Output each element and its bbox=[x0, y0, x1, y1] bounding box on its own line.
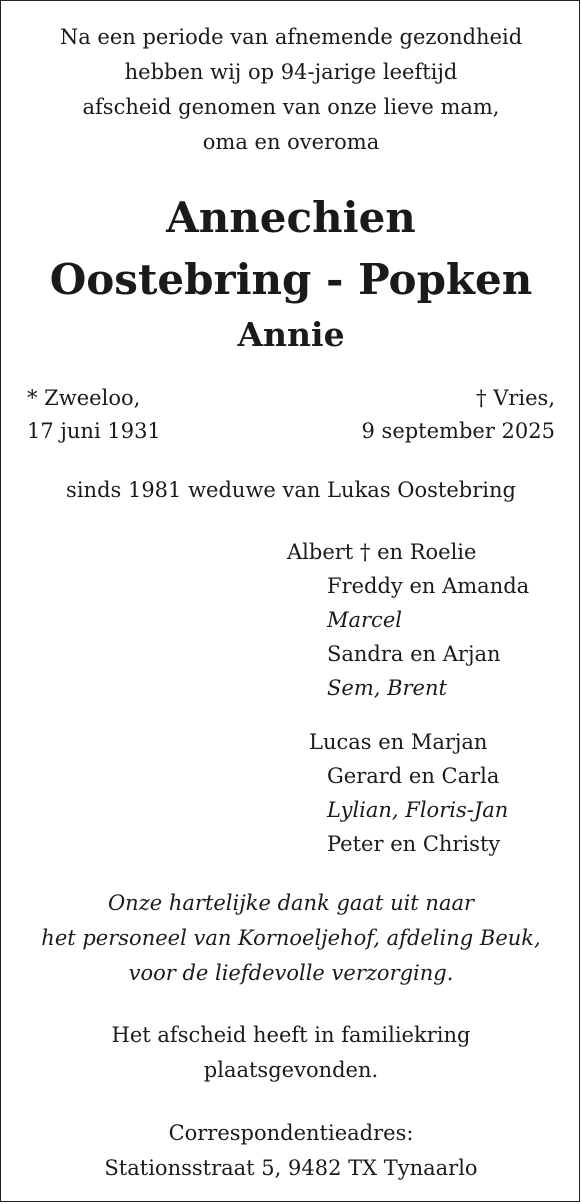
full-surname: Oostebring - Popken bbox=[49, 255, 533, 304]
correspondence-label: Correspondentieadres: bbox=[168, 1121, 414, 1145]
family-grandchild: Sem, Brent bbox=[327, 676, 447, 700]
nickname: Annie bbox=[237, 315, 345, 354]
birth-info bbox=[27, 382, 161, 448]
death-place: † Vries, bbox=[476, 386, 555, 410]
family-grandchild: Lylian, Floris-Jan bbox=[327, 798, 509, 822]
farewell-line: Het afscheid heeft in familiekring bbox=[111, 1023, 471, 1047]
correspondence-street: Stationsstraat 5, 9482 TX Tynaarlo bbox=[104, 1156, 478, 1180]
correspondence-address bbox=[0, 1116, 582, 1186]
family-grandchild: Marcel bbox=[327, 608, 402, 632]
thanks-text bbox=[0, 886, 582, 991]
intro-line: hebben wij op 94-jarige leeftijd bbox=[124, 60, 458, 84]
family-group-2 bbox=[309, 725, 508, 861]
family-child: Peter en Christy bbox=[327, 832, 501, 856]
birth-date: 17 juni 1931 bbox=[27, 419, 161, 443]
thanks-line: het personeel van Kornoeljehof, afdeling Beuk, bbox=[41, 926, 541, 950]
family-child: Freddy en Amanda bbox=[327, 574, 530, 598]
farewell-line: plaatsgevonden. bbox=[203, 1058, 379, 1082]
death-info bbox=[362, 382, 556, 448]
death-date: 9 september 2025 bbox=[361, 419, 555, 443]
family-child: Gerard en Carla bbox=[327, 764, 500, 788]
family-child: Sandra en Arjan bbox=[327, 642, 501, 666]
family-parents: Lucas en Marjan bbox=[309, 730, 488, 754]
intro-line: oma en overoma bbox=[202, 130, 380, 154]
intro-line: afscheid genomen van onze lieve mam, bbox=[82, 95, 500, 119]
birth-place: * Zweeloo, bbox=[27, 386, 141, 410]
thanks-line: voor de liefdevolle verzorging. bbox=[128, 961, 454, 985]
family-group-1 bbox=[287, 535, 529, 705]
intro-line: Na een periode van afnemende gezondheid bbox=[59, 25, 523, 49]
widow-line: sinds 1981 weduwe van Lukas Oostebring bbox=[66, 478, 516, 502]
first-name: Annechien bbox=[166, 193, 416, 242]
intro-text bbox=[0, 20, 582, 160]
family-parents: Albert † en Roelie bbox=[287, 540, 477, 564]
thanks-line: Onze hartelijke dank gaat uit naar bbox=[107, 891, 475, 915]
farewell-text bbox=[0, 1018, 582, 1088]
